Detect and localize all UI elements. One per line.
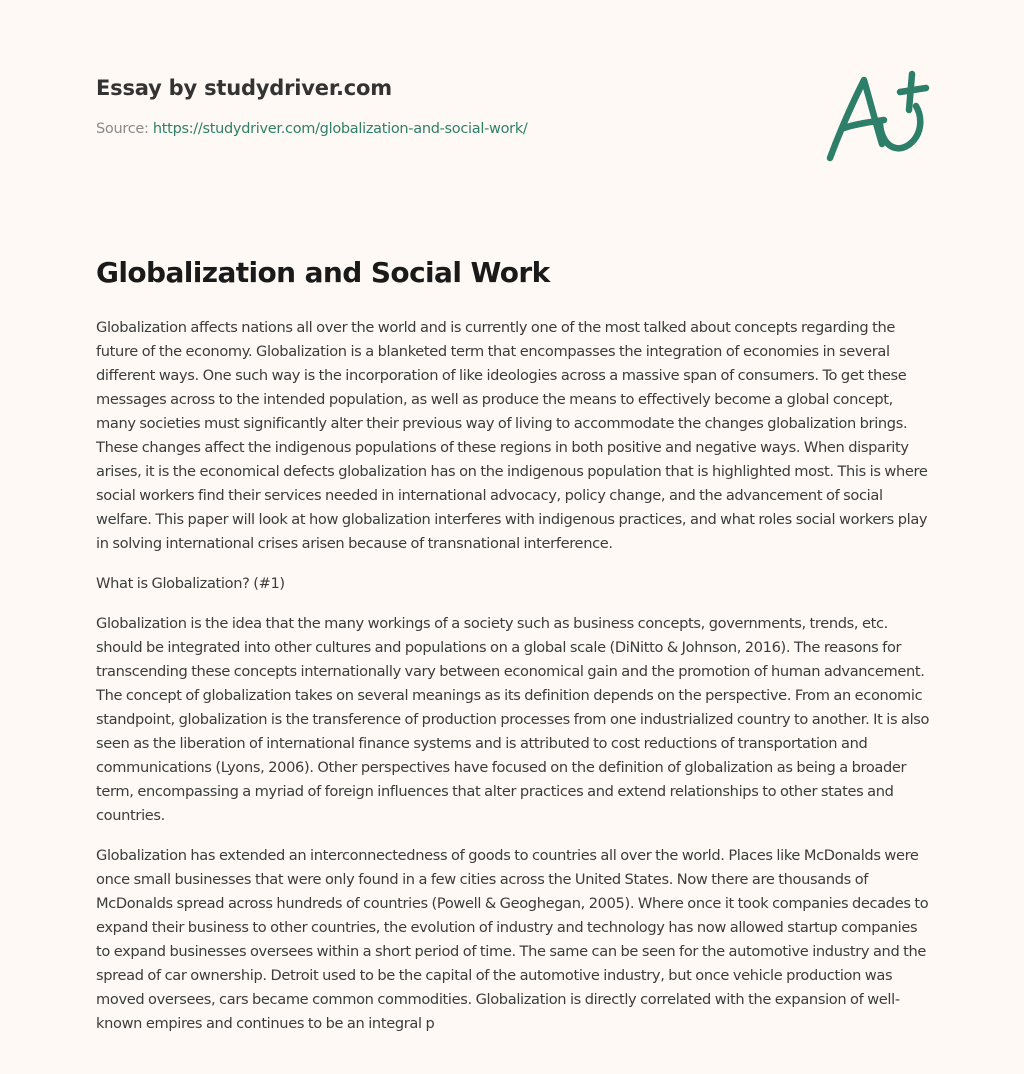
source-line (96, 121, 796, 137)
a-plus-grade-icon (822, 66, 932, 166)
paragraph-interconnectedness: Globalization has extended an interconnectedness of goods to countries all over the world. Places like McDonalds were once small businesses that were only found in a few cities across the United States. Now there are thousands of McDonalds spread across hundreds of countries (Powell & Geoghegan, 2005). Where once it took companies decades to expand their business to other countries, the evolution of industry and technology has now allowed startup companies to expand businesses oversees within a short period of time. The same can be seen for the automotive industry and the spread of car ownership. Detroit used to be the capital of the automotive industry, but once vehicle production was moved oversees, cars became common commodities. Globalization is directly correlated with the expansion of well-known empires and continues to be an integral p (96, 847, 929, 1032)
page-header (96, 76, 796, 137)
paragraph-definition: Globalization is the idea that the many workings of a society such as business concepts, governments, trends, etc. should be integrated into other cultures and populations on a global scale (DiNitto & Johnson, 2016). The reasons for transcending these concepts internationally vary between economical gain and the promotion of human advancement. The concept of globalization takes on several meanings as its definition depends on the perspective. From an economic standpoint, globalization is the transference of production processes from one industrialized country to another. It is also seen as the liberation of international finance systems and is attributed to cost reductions of transportation and communications (Lyons, 2006). Other perspectives have focused on the definition of globalization as being a broader term, encompassing a myriad of foreign influences that alter practices and extend relationships to other states and countries. (96, 615, 930, 824)
section-heading: What is Globalization? (#1) (96, 575, 285, 592)
site-title: Essay by studydriver.com (96, 76, 392, 100)
document-body (96, 316, 930, 1052)
document-title: Globalization and Social Work (96, 256, 550, 289)
source-label: Source: (96, 121, 149, 137)
paragraph-intro: Globalization affects nations all over the world and is currently one of the most talked about concepts regarding the future of the economy. Globalization is a blanketed term that encompasses the integration of economies in several different ways. One such way is the incorporation of like ideologies across a massive span of consumers. To get these messages across to the intended population, as well as produce the means to effectively become a global concept, many societies must significantly alter their previous way of living to accommodate the changes globalization brings. These changes affect the indigenous populations of these regions in both positive and negative ways. When disparity arises, it is the economical defects globalization has on the indigenous population that is highlighted most. This is where social workers find their services needed in international advocacy, policy change, and the advancement of social welfare. This paper will look at how globalization interferes with indigenous practices, and what roles social workers play in solving international crises arisen because of transnational interference. (96, 319, 928, 552)
source-link[interactable]: https://studydriver.com/globalization-and-social-work/ (152, 121, 528, 137)
